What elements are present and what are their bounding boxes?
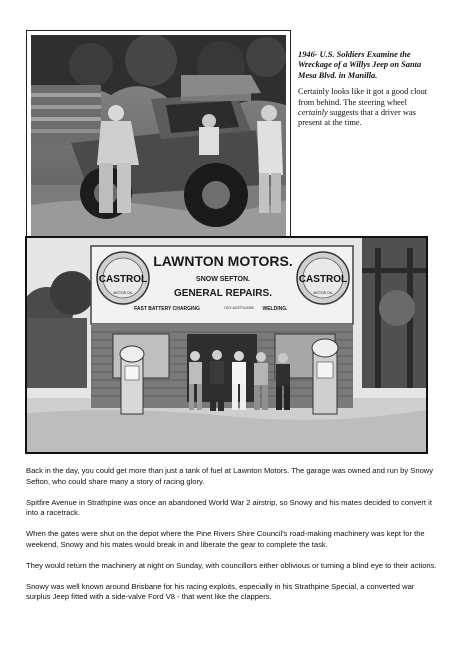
photo-caption: [298, 50, 438, 129]
castrol-sub-left: MOTOR OIL: [113, 291, 133, 295]
paragraph: They would return the machinery at night on Sunday, with councillors either oblivious or turning a blind eye to their actions.: [26, 560, 437, 570]
fuel-pump-left: [120, 346, 144, 414]
castrol-badge-right: [297, 252, 349, 304]
paragraph: When the gates were shut on the depot where the Pine Rivers Shire Council's road-making machinery was kept for the weekend, Snowy and his mates would break in and liberate the gear to complete the task.: [26, 529, 425, 549]
sign-extras-mid: OXY-ACETYLENE: [224, 306, 254, 310]
garage-illustration: [27, 238, 426, 452]
castrol-sub-right: MOTOR OIL: [313, 291, 333, 295]
lawnton-motors-photo: [25, 236, 428, 454]
paragraph: Snowy was well known around Brisbane for his racing exploits, especially in his Strathpine Special, a converted war surplus Jeep fitted with a side-valve Ford V8 - that went like the clappers.: [26, 581, 415, 602]
caption-body-start: Certainly looks like it got a good clout from behind. The steering wheel: [298, 87, 428, 107]
caption-title: 1946- U.S. Soldiers Examine the Wreckage of a Willys Jeep on Santa Mesa Blvd. in Manilla.: [298, 50, 422, 80]
paragraph: Back in the day, you could get more than just a tank of fuel at Lawnton Motors. The garage was owned and run by Snowy Sefton, who could share many a story of racing glory.: [26, 466, 434, 486]
jeep-wreck-illustration: [31, 35, 286, 237]
sign-company: LAWNTON MOTORS.: [153, 253, 293, 269]
caption-body: [298, 87, 438, 129]
paragraph: Spitfire Avenue in Strathpine was once an abandoned World War 2 airstrip, so Snowy and his mates decided to convert it into a racetrack.: [26, 497, 432, 518]
article-body: [26, 466, 438, 613]
sign-extras-left: FAST BATTERY CHARGING: [134, 306, 200, 312]
caption-body-end: suggests that a driver was present at the time.: [298, 108, 416, 128]
castrol-label-right: CASTROL: [298, 274, 348, 285]
sign-services: GENERAL REPAIRS.: [174, 288, 272, 299]
jeep-wreck-photo: [26, 30, 291, 242]
sign-owner: SNOW SEFTON.: [196, 276, 250, 283]
castrol-badge-left: [97, 252, 149, 304]
fuel-pump-right: [312, 339, 338, 414]
castrol-label-left: CASTROL: [98, 274, 148, 285]
sign-extras-right: WELDING.: [262, 306, 288, 312]
caption-body-emphasis: certainly: [298, 108, 328, 118]
